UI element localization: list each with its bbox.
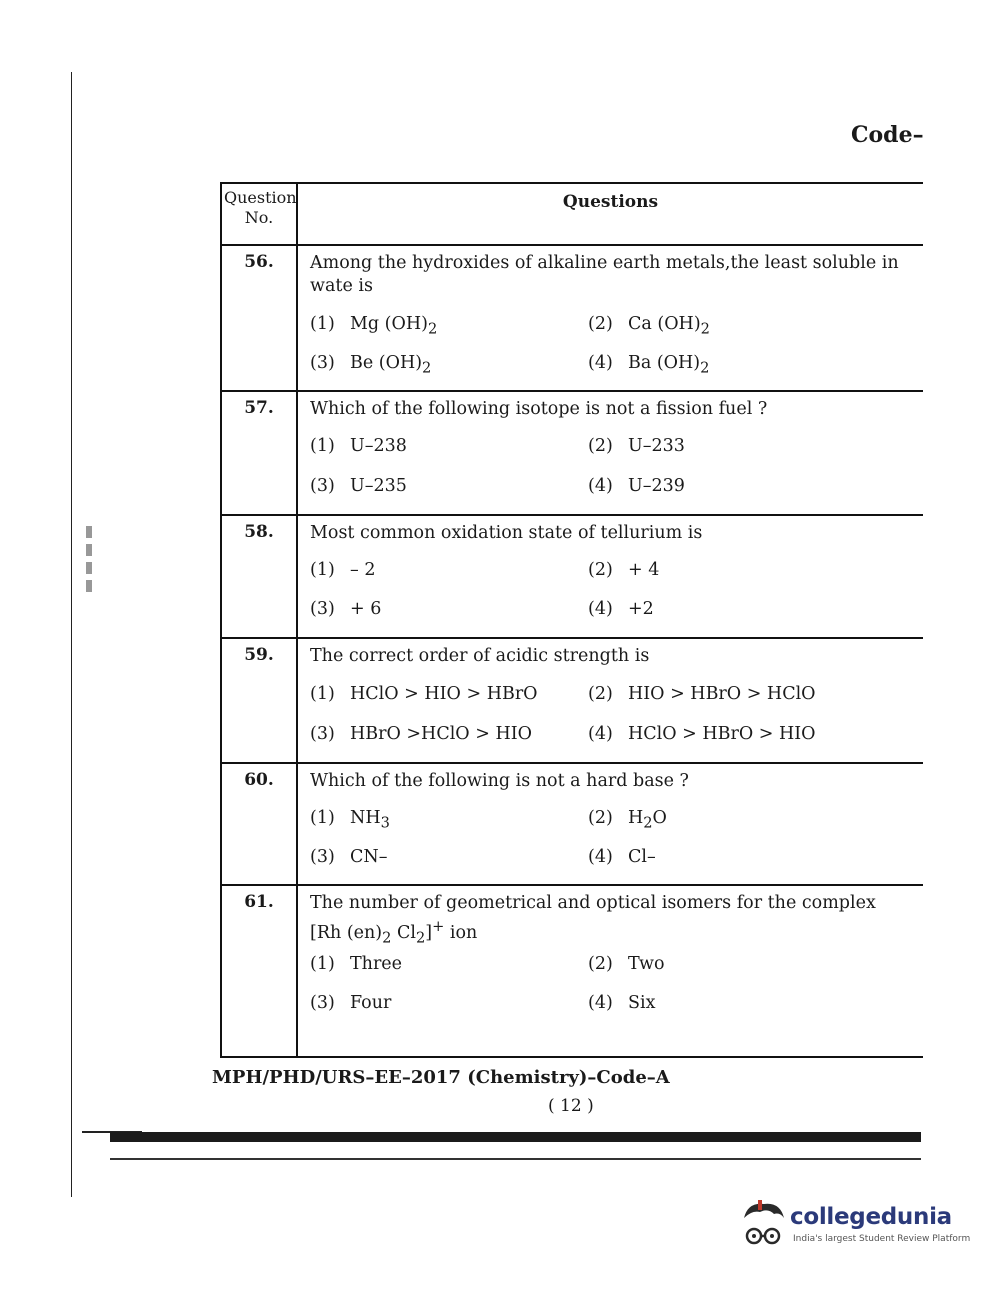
question-number: 58. [244,522,274,542]
question-number: 56. [244,252,274,272]
question-row-59 [222,637,923,764]
page-border-line [71,72,72,1197]
footer-exam-code: MPH/PHD/URS–EE–2017 (Chemistry)–Code–A [212,1067,670,1088]
collegedunia-logo[interactable] [740,1198,970,1258]
option-2: (2) Ca $(OH)_2$ [588,314,710,338]
option-1: (1) HClO > HIO > HBrO [310,684,538,704]
option-4: (4) Six [588,993,656,1013]
option-1: (1) U–238 [310,436,407,456]
table-header-row [222,184,923,244]
question-row-56 [222,244,923,392]
option-2: (2) $H_2O$ [588,808,667,832]
option-4: (4) HClO > HBrO > HIO [588,724,816,744]
option-3: (3) + 6 [310,599,382,619]
question-row-61 [222,884,923,1056]
divider [110,1132,921,1142]
question-text: The number of geometrical and optical isomers for the complex [Rh $(en)_2$ $Cl_2]^+$ ion [310,893,876,947]
column-header-questions: Questions [562,192,659,212]
question-text: The correct order of acidic strength is [310,646,650,666]
question-text: Which of the following isotope is not a fission fuel ? [310,399,768,419]
option-1: (1) $NH_3$ [310,808,390,832]
option-4: (4) Ba $(OH)_2$ [588,353,710,377]
question-number: 57. [244,398,274,418]
question-row-60 [222,762,923,886]
question-number: 60. [244,770,274,790]
option-2: (2) U–233 [588,436,685,456]
option-1: (1) Three [310,954,403,974]
scan-artifact [84,520,98,640]
question-text: Most common oxidation state of tellurium is [310,523,703,543]
option-3: (3) Be $(OH)_2$ [310,353,432,377]
question-number: 61. [244,892,274,912]
option-2: (2) HIO > HBrO > HClO [588,684,816,704]
option-1: (1) Mg $(OH)_2$ [310,314,438,338]
question-row-58 [222,514,923,639]
question-number: 59. [244,645,274,665]
divider [110,1158,921,1160]
option-4: (4) U–239 [588,476,685,496]
question-text: Among the hydroxides of alkaline earth metals,the least soluble in wate is [310,253,899,296]
option-3: (3) Four [310,993,392,1013]
logo-tagline: India's largest Student Review Platform [793,1234,971,1244]
option-4: (4) +2 [588,599,654,619]
page-number: ( 12 ) [548,1096,594,1116]
option-2: (2) Two [588,954,665,974]
option-3: (3) HBrO >HClO > HIO [310,724,532,744]
option-2: (2) + 4 [588,560,660,580]
option-1: (1) – 2 [310,560,376,580]
questions-table [220,182,923,1058]
question-text: Which of the following is not a hard base ? [310,771,689,791]
option-3: (3) CN– [310,847,388,867]
option-4: (4) Cl– [588,847,656,867]
question-row-57 [222,390,923,516]
column-header-qno: Question No. [224,188,297,227]
option-3: (3) U–235 [310,476,407,496]
logo-mascot-icon [740,1198,788,1254]
code-label: Code– [851,122,924,148]
logo-wordmark: collegedunia [790,1204,952,1230]
